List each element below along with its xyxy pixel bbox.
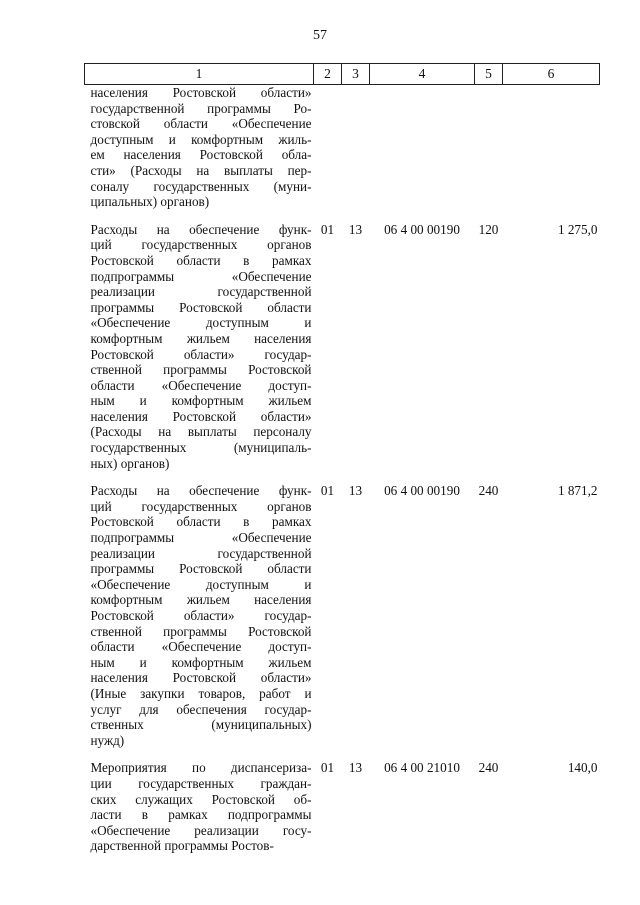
table-row (85, 222, 600, 484)
row-description (85, 760, 314, 866)
target-article-code: 06 4 00 00190 (384, 221, 460, 237)
subsection-code (342, 85, 370, 222)
description-line: комфортным жильем населения (90, 592, 312, 608)
description-line: соналу государственных (муни- (90, 178, 312, 194)
table-row (85, 483, 600, 760)
amount-value: 140,0 (567, 760, 598, 776)
description-line: (Иные закупки товаров, работ и (90, 685, 312, 701)
table-body (85, 85, 600, 866)
expense-type-code: 120 (478, 221, 499, 237)
description-line: ских служащих Ростовской об- (90, 791, 312, 807)
page-number: 57 (313, 28, 327, 43)
description-line: дарственной программы Ростов- (90, 838, 274, 854)
table-row (85, 760, 600, 866)
header-col-1: 1 (85, 64, 314, 85)
description-line: ственной программы Ростовской (90, 623, 312, 639)
description-line: программы Ростовской области (90, 561, 312, 577)
description-line: нужд) (90, 732, 125, 748)
description-line: населения Ростовской области» (90, 85, 312, 100)
target-article-code: 06 4 00 21010 (384, 760, 460, 776)
description-line: Мероприятия по диспансеризa- (90, 760, 312, 776)
subsection-code: 13 (348, 221, 363, 237)
expense-type-code (475, 85, 503, 222)
description-line: государственных (муниципаль- (90, 440, 312, 456)
header-col-4: 4 (370, 64, 475, 85)
description-line: доступным и комфортным жиль- (90, 131, 312, 147)
description-line: ции государственных граждан- (90, 775, 312, 791)
description-line: «Обеспечение доступным и (90, 315, 312, 331)
description-line: Ростовской области в рамках (90, 252, 312, 268)
row-description (85, 85, 314, 222)
section-code: 01 (320, 221, 335, 237)
table-row (85, 85, 600, 222)
description-line: Ростовской области» государ- (90, 608, 312, 623)
budget-table (84, 63, 600, 866)
description-line: Ростовской области» государ- (90, 346, 312, 362)
description-line: (Расходы на выплаты персоналу (90, 424, 312, 440)
description-line: ласти в рамках подпрограммы (90, 807, 312, 823)
description-line: Расходы на обеспечение функ- (90, 221, 312, 237)
subsection-code: 13 (348, 483, 363, 499)
description-line: сти» (Расходы на выплаты пер- (90, 162, 312, 178)
description-line: ственной программы Ростовской (90, 362, 312, 378)
header-col-2: 2 (314, 64, 342, 85)
description-line: ципальных) органов) (90, 194, 210, 210)
target-article-code: 06 4 00 00190 (384, 483, 460, 499)
description-line: комфортным жильем населения (90, 330, 312, 346)
description-line: стовской области «Обеспечение (90, 116, 312, 132)
header-col-3: 3 (342, 64, 370, 85)
description-line: государственной программы Ро- (90, 100, 312, 116)
description-line: населения Ростовской области» (90, 670, 312, 686)
section-code: 01 (320, 483, 335, 499)
description-line: ственных (муниципальных) (90, 717, 312, 733)
expense-type-code: 240 (478, 483, 499, 499)
description-line: ным и комфортным жильем (90, 654, 312, 670)
description-line: программы Ростовской области (90, 299, 312, 315)
description-line: реализации государственной (90, 284, 312, 300)
description-line: услуг для обеспечения государ- (90, 701, 312, 717)
subsection-code: 13 (348, 760, 363, 776)
table-header (85, 64, 600, 85)
description-line: ным и комфортным жильем (90, 393, 312, 409)
section-code: 01 (320, 760, 335, 776)
header-col-5: 5 (475, 64, 503, 85)
section-code (314, 85, 342, 222)
description-line: «Обеспечение реализации госу- (90, 822, 312, 838)
description-line: области «Обеспечение доступ- (90, 377, 312, 393)
description-line: ем населения Ростовской обла- (90, 147, 312, 163)
description-line: области «Обеспечение доступ- (90, 639, 312, 655)
header-col-6: 6 (503, 64, 600, 85)
description-line: реализации государственной (90, 545, 312, 561)
amount-value (503, 85, 600, 222)
description-line: подпрограммы «Обеспечение (90, 268, 312, 284)
target-article-code (370, 85, 475, 222)
description-line: «Обеспечение доступным и (90, 576, 312, 592)
row-description (85, 222, 314, 484)
amount-value: 1 275,0 (557, 221, 598, 237)
amount-value: 1 871,2 (557, 483, 598, 499)
expense-type-code: 240 (478, 760, 499, 776)
description-line: ций государственных органов (90, 237, 312, 253)
description-line: Ростовской области в рамках (90, 514, 312, 530)
description-line: ных) органов) (90, 455, 170, 471)
description-line: ций государственных органов (90, 498, 312, 514)
description-line: подпрограммы «Обеспечение (90, 530, 312, 546)
row-description (85, 483, 314, 760)
description-line: населения Ростовской области» (90, 408, 312, 424)
description-line: Расходы на обеспечение функ- (90, 483, 312, 499)
